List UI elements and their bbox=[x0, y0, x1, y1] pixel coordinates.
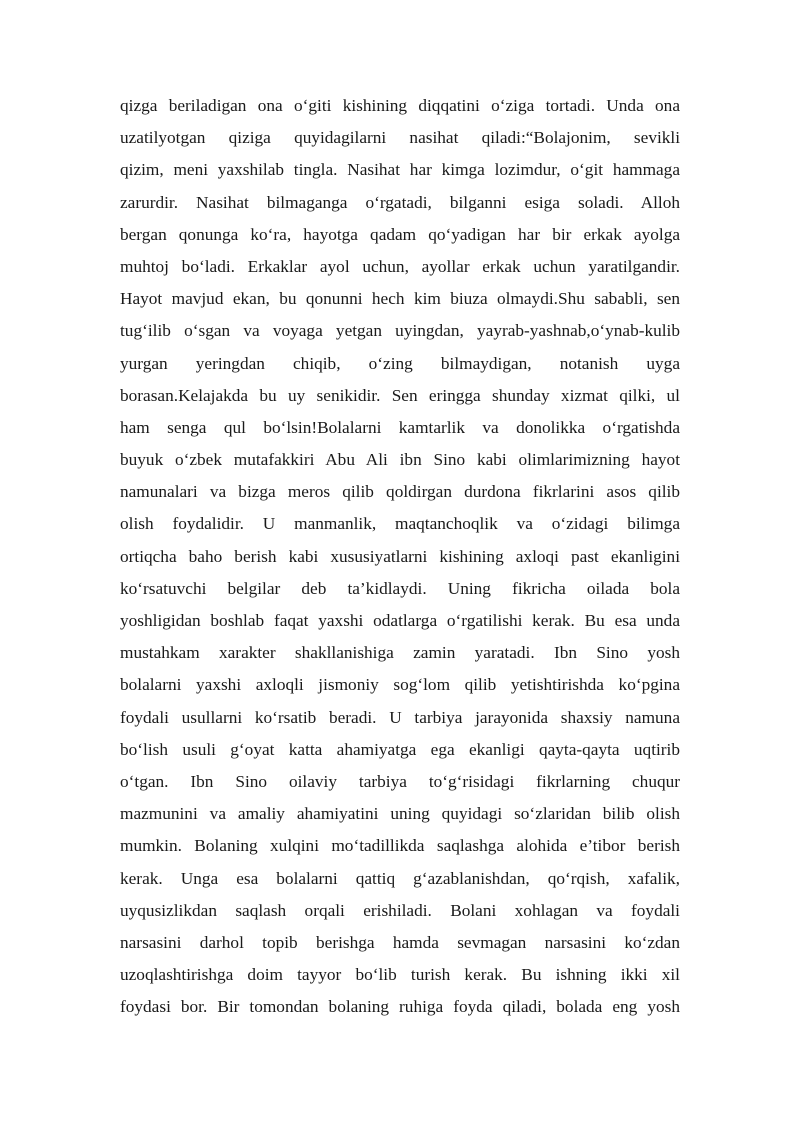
text-line: kerak. Unga esa bolalarni qattiq g‘azablanishdan, qo‘rqish, xafalik, bbox=[120, 868, 680, 888]
text-line: muhtoj bo‘ladi. Erkaklar ayol uchun, ayollar erkak uchun yaratilgandir. bbox=[120, 256, 680, 276]
text-line: bergan qonunga ko‘ra, hayotga qadam qo‘yadigan har bir erkak ayolga bbox=[120, 224, 680, 244]
text-line: ortiqcha baho berish kabi xususiyatlarni kishining axloqi past ekanligini bbox=[120, 546, 680, 566]
text-line: mustahkam xarakter shakllanishiga zamin yaratadi. Ibn Sino yosh bbox=[120, 643, 680, 663]
text-line: yurgan yeringdan chiqib, o‘zing bilmaydigan, notanish uyga bbox=[120, 353, 680, 373]
text-line: mumkin. Bolaning xulqini mo‘tadillikda saqlashga alohida e’tibor berish bbox=[120, 836, 680, 856]
text-line: olish foydalidir. U manmanlik, maqtanchoqlik va o‘zidagi bilimga bbox=[120, 514, 680, 534]
text-line: zarurdir. Nasihat bilmaganga o‘rgatadi, bilganni esiga soladi. Alloh bbox=[120, 192, 680, 212]
text-line: bolalarni yaxshi axloqli jismoniy sog‘lom qilib yetishtirishda ko‘pgina bbox=[120, 675, 680, 695]
text-line: Hayot mavjud ekan, bu qonunni hech kim biuza olmaydi.Shu sababli, sen bbox=[120, 289, 680, 309]
text-line: buyuk o‘zbek mutafakkiri Abu Ali ibn Sino kabi olimlarimizning hayot bbox=[120, 450, 680, 470]
text-line: uzatilyotgan qiziga quyidagilarni nasihat qiladi:“Bolajonim, sevikli bbox=[120, 128, 680, 148]
text-line: uzoqlashtirishga doim tayyor bo‘lib turish kerak. Bu ishning ikki xil bbox=[120, 965, 680, 985]
text-line: yoshligidan boshlab faqat yaxshi odatlarga o‘rgatilishi kerak. Bu esa unda bbox=[120, 611, 680, 630]
text-line: narsasini darhol topib berishga hamda sevmagan narsasini ko‘zdan bbox=[120, 932, 680, 952]
text-line: foydasi bor. Bir tomondan bolaning ruhiga foyda qiladi, bolada eng yosh bbox=[120, 997, 680, 1017]
text-line: qizga beriladigan ona o‘giti kishining diqqatini o‘ziga tortadi. Unda ona bbox=[120, 96, 680, 115]
text-line: ko‘rsatuvchi belgilar deb ta’kidlaydi. Uning fikricha oilada bola bbox=[120, 578, 680, 598]
text-line: tug‘ilib o‘sgan va voyaga yetgan uyingdan, yayrab-yashnab,o‘ynab-kulib bbox=[120, 321, 680, 341]
text-line: o‘tgan. Ibn Sino oilaviy tarbiya to‘g‘risidagi fikrlarning chuqur bbox=[120, 771, 680, 791]
text-line: mazmunini va amaliy ahamiyatini uning quyidagi so‘zlaridan bilib olish bbox=[120, 804, 680, 824]
body-text bbox=[120, 90, 680, 1023]
text-line: borasan.Kelajakda bu uy senikidir. Sen eringga shunday xizmat qilki, ul bbox=[120, 385, 680, 405]
text-line: foydali usullarni ko‘rsatib beradi. U tarbiya jarayonida shaxsiy namuna bbox=[120, 707, 680, 727]
text-line: qizim, meni yaxshilab tingla. Nasihat har kimga lozimdur, o‘git hammaga bbox=[120, 160, 680, 180]
text-line: uyqusizlikdan saqlash orqali erishiladi. Bolani xohlagan va foydali bbox=[120, 900, 680, 920]
text-line: ham senga qul bo‘lsin!Bolalarni kamtarlik va donolikka o‘rgatishda bbox=[120, 417, 680, 437]
text-line: bo‘lish usuli g‘oyat katta ahamiyatga ega ekanligi qayta-qayta uqtirib bbox=[120, 739, 680, 759]
text-line: namunalari va bizga meros qilib qoldirgan durdona fikrlarini asos qilib bbox=[120, 482, 680, 502]
